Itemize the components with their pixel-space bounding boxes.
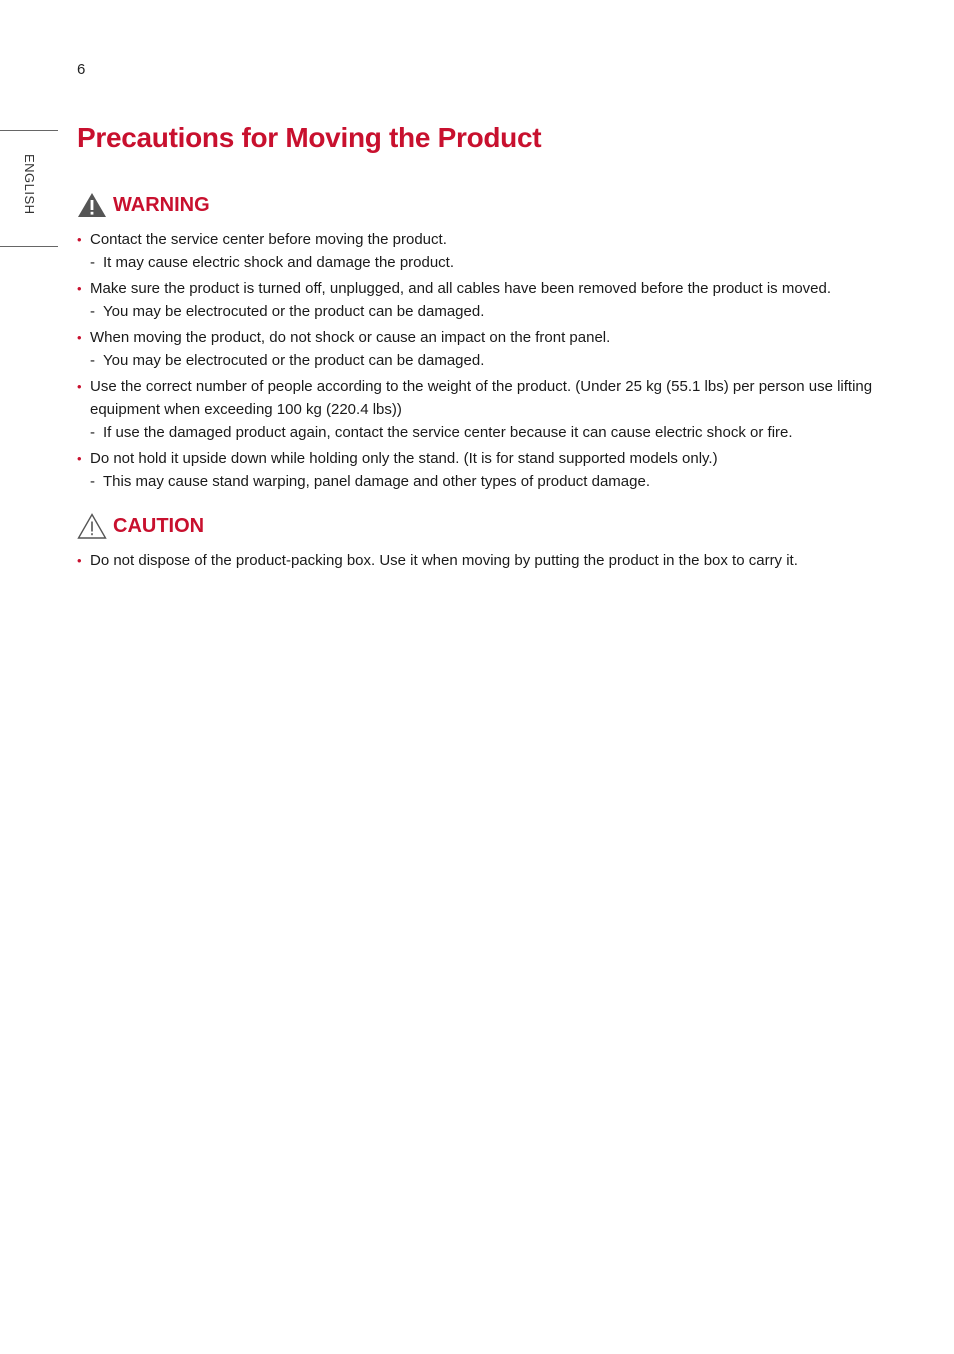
warning-label: WARNING bbox=[113, 193, 210, 216]
item-subtext bbox=[90, 251, 887, 274]
warning-heading bbox=[77, 192, 210, 218]
caution-list bbox=[77, 549, 887, 575]
dash: - bbox=[90, 303, 95, 320]
item-subtext bbox=[90, 349, 887, 372]
item-subtext-content: It may cause electric shock and damage the product. bbox=[103, 254, 455, 271]
list-item bbox=[77, 326, 887, 372]
caution-label: CAUTION bbox=[113, 514, 205, 537]
side-rule-bottom bbox=[0, 246, 58, 247]
item-text: Make sure the product is turned off, unplugged, and all cables have been removed before the product is moved. bbox=[90, 280, 832, 297]
dash: - bbox=[90, 424, 95, 441]
item-subtext-content: You may be electrocuted or the product can be damaged. bbox=[103, 303, 485, 320]
item-text: Use the correct number of people according to the weight of the product. (Under 25 kg (55.1 lbs) per person use lifting equipment when exceeding 100 kg (220.4 lbs)) bbox=[90, 378, 873, 418]
list-item bbox=[77, 549, 887, 572]
bullet: • bbox=[77, 451, 82, 466]
bullet: • bbox=[77, 553, 82, 568]
dash: - bbox=[90, 473, 95, 490]
page-number: 6 bbox=[77, 61, 86, 78]
item-subtext-content: This may cause stand warping, panel damage and other types of product damage. bbox=[103, 473, 650, 490]
list-item bbox=[77, 375, 887, 444]
bullet: • bbox=[77, 232, 82, 247]
list-item bbox=[77, 277, 887, 323]
item-subtext bbox=[90, 421, 887, 444]
side-rule-top bbox=[0, 130, 58, 131]
item-text: Do not dispose of the product-packing box. Use it when moving by putting the product in the box to carry it. bbox=[90, 552, 798, 569]
warning-list bbox=[77, 228, 887, 496]
list-item bbox=[77, 447, 887, 493]
item-subtext bbox=[90, 300, 887, 323]
item-subtext-content: If use the damaged product again, contact the service center because it can cause electric shock or fire. bbox=[103, 424, 793, 441]
item-subtext bbox=[90, 470, 887, 493]
item-text: Do not hold it upside down while holding only the stand. (It is for stand supported models only.) bbox=[90, 450, 718, 467]
list-item bbox=[77, 228, 887, 274]
bullet: • bbox=[77, 330, 82, 345]
item-subtext-content: You may be electrocuted or the product can be damaged. bbox=[103, 352, 485, 369]
caution-triangle-icon bbox=[77, 513, 107, 539]
dash: - bbox=[90, 254, 95, 271]
item-text: Contact the service center before moving the product. bbox=[90, 231, 447, 248]
page-title: Precautions for Moving the Product bbox=[77, 122, 542, 153]
language-tab: ENGLISH bbox=[22, 154, 37, 215]
dash: - bbox=[90, 352, 95, 369]
bullet: • bbox=[77, 379, 82, 394]
warning-triangle-icon bbox=[77, 192, 107, 218]
item-text: When moving the product, do not shock or cause an impact on the front panel. bbox=[90, 329, 611, 346]
bullet: • bbox=[77, 281, 82, 296]
caution-heading bbox=[77, 513, 204, 539]
